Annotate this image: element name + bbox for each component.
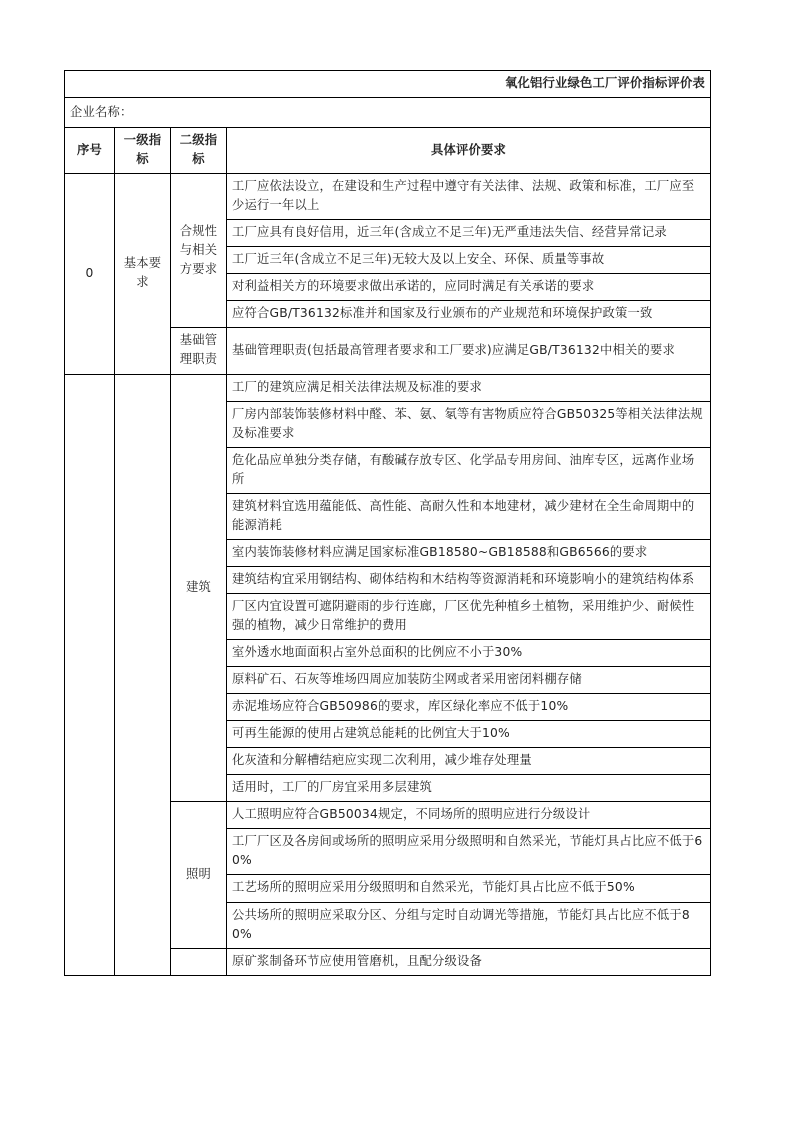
cell-requirement-text: 原料矿石、石灰等堆场四周应加装防尘网或者采用密闭料棚存储 bbox=[227, 667, 711, 694]
cell-requirement-text: 室外透水地面面积占室外总面积的比例应不小于30% bbox=[227, 640, 711, 667]
cell-requirement-text: 人工照明应符合GB50034规定，不同场所的照明应进行分级设计 bbox=[227, 802, 711, 829]
column-header-requirement: 具体评价要求 bbox=[227, 128, 711, 174]
cell-requirement-text: 工厂应具有良好信用，近三年(含成立不足三年)无严重违法失信、经营异常记录 bbox=[227, 220, 711, 247]
table-row bbox=[65, 174, 711, 220]
title-row bbox=[65, 71, 711, 98]
column-header-no: 序号 bbox=[65, 128, 115, 174]
column-header-row bbox=[65, 128, 711, 174]
cell-level2-indicator: 合规性与相关方要求 bbox=[171, 174, 227, 328]
cell-requirement-text: 厂房内部装饰装修材料中醛、苯、氨、氡等有害物质应符合GB50325等相关法律法规及标准要求 bbox=[227, 401, 711, 447]
evaluation-index-table bbox=[64, 70, 711, 976]
cell-level2-indicator: 建筑 bbox=[171, 374, 227, 802]
cell-requirement-text: 室内装饰装修材料应满足国家标准GB18580~GB18588和GB6566的要求 bbox=[227, 539, 711, 566]
cell-requirement-text: 赤泥堆场应符合GB50986的要求，库区绿化率应不低于10% bbox=[227, 694, 711, 721]
cell-serial-number: 0 bbox=[65, 174, 115, 374]
cell-level2-indicator: 照明 bbox=[171, 802, 227, 948]
cell-requirement-text: 原矿浆制备环节应使用管磨机，且配分级设备 bbox=[227, 948, 711, 975]
cell-level1-indicator bbox=[115, 374, 171, 975]
cell-requirement-text: 危化品应单独分类存储，有酸碱存放专区、化学品专用房间、油库专区，远离作业场所 bbox=[227, 447, 711, 493]
cell-requirement-text: 应符合GB/T36132标准并和国家及行业颁布的产业规范和环境保护政策一致 bbox=[227, 301, 711, 328]
cell-level2-indicator: 基础管理职责 bbox=[171, 328, 227, 374]
company-name-label: 企业名称： bbox=[65, 98, 711, 128]
cell-requirement-text: 工厂近三年(含成立不足三年)无较大及以上安全、环保、质量等事故 bbox=[227, 247, 711, 274]
table-row bbox=[65, 374, 711, 401]
cell-requirement-text: 公共场所的照明应采取分区、分组与定时自动调光等措施，节能灯具占比应不低于80% bbox=[227, 902, 711, 948]
cell-level2-indicator bbox=[171, 948, 227, 975]
cell-level1-indicator: 基本要求 bbox=[115, 174, 171, 374]
column-header-level1: 一级指标 bbox=[115, 128, 171, 174]
company-name-row bbox=[65, 98, 711, 128]
cell-requirement-text: 化灰渣和分解槽结疤应实现二次利用，减少堆存处理量 bbox=[227, 748, 711, 775]
cell-requirement-text: 工厂厂区及各房间或场所的照明应采用分级照明和自然采光，节能灯具占比应不低于60% bbox=[227, 829, 711, 875]
cell-serial-number bbox=[65, 374, 115, 975]
document-title: 氧化铝行业绿色工厂评价指标评价表 bbox=[65, 71, 711, 98]
cell-requirement-text: 适用时，工厂的厂房宜采用多层建筑 bbox=[227, 775, 711, 802]
cell-requirement-text: 基础管理职责(包括最高管理者要求和工厂要求)应满足GB/T36132中相关的要求 bbox=[227, 328, 711, 374]
cell-requirement-text: 建筑结构宜采用钢结构、砌体结构和木结构等资源消耗和环境影响小的建筑结构体系 bbox=[227, 566, 711, 593]
cell-requirement-text: 工艺场所的照明应采用分级照明和自然采光，节能灯具占比应不低于50% bbox=[227, 875, 711, 902]
cell-requirement-text: 可再生能源的使用占建筑总能耗的比例宜大于10% bbox=[227, 721, 711, 748]
cell-requirement-text: 建筑材料宜选用蕴能低、高性能、高耐久性和本地建材，减少建材在全生命周期中的能源消耗 bbox=[227, 493, 711, 539]
cell-requirement-text: 工厂的建筑应满足相关法律法规及标准的要求 bbox=[227, 374, 711, 401]
cell-requirement-text: 对利益相关方的环境要求做出承诺的，应同时满足有关承诺的要求 bbox=[227, 274, 711, 301]
cell-requirement-text: 厂区内宜设置可遮阴避雨的步行连廊，厂区优先种植乡土植物，采用维护少、耐候性强的植物，减少日常维护的费用 bbox=[227, 593, 711, 639]
cell-requirement-text: 工厂应依法设立，在建设和生产过程中遵守有关法律、法规、政策和标准，工厂应至少运行一年以上 bbox=[227, 174, 711, 220]
column-header-level2: 二级指标 bbox=[171, 128, 227, 174]
